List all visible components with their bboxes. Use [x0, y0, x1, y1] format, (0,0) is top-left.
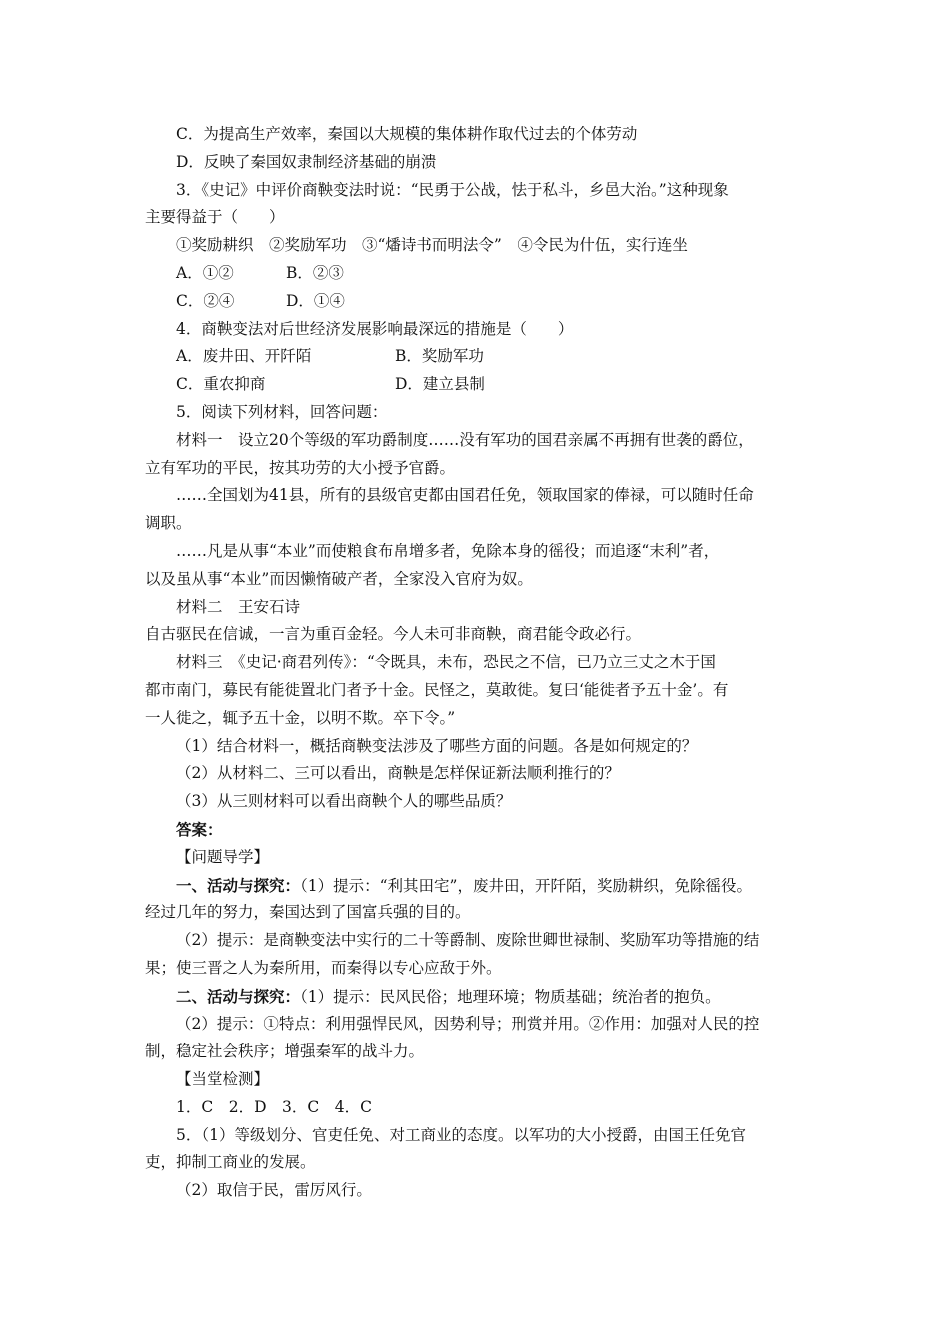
material-1-paragraph-1-cont: 立有军功的平民，按其功劳的大小授予官爵。 [145, 458, 456, 477]
answer-activity-2-part-2: （2）提示：①特点：利用强悍民风，因势利导；刑赏并用。②作用：加强对人民的控 [176, 1014, 760, 1033]
material-3-line-3: 一人徙之，辄予五十金，以明不欺。卒下令。” [145, 708, 456, 727]
guide-heading: 【问题导学】 [176, 847, 270, 866]
q4-option-b: B．奖励军功 [395, 347, 484, 366]
check-answer-q5-1-cont: 吏，抑制工商业的发展。 [145, 1153, 316, 1172]
answer-activity-1-part-2: （2）提示：是商鞅变法中实行的二十等爵制、废除世卿世禄制、奖励军功等措施的结 [176, 931, 760, 950]
material-1-paragraph-3: ……凡是从事“本业”而使粮食布帛增多者，免除本身的徭役；而追逐“末利”者， [176, 541, 720, 560]
material-1-paragraph-2: ……全国划为41县，所有的县级官吏都由国君任免，领取国家的俸禄，可以随时任命 [176, 486, 754, 505]
answer-activity-2 [145, 983, 815, 1011]
material-1-paragraph-1: 材料一 设立20个等级的军功爵制度……没有军功的国君亲属不再拥有世袭的爵位， [176, 430, 754, 449]
q5-subquestion-1: （1）结合材料一，概括商鞅变法涉及了哪些方面的问题。各是如何规定的？ [176, 736, 698, 755]
q3-stem-cont: 主要得益于（ ） [145, 208, 285, 227]
answer-activity-1-cont: 经过几年的努力，秦国达到了国富兵强的目的。 [145, 903, 471, 922]
check-answer-keys: 1．C 2．D 3．C 4．C [176, 1097, 372, 1116]
material-3-line-1: 材料三 《史记·商君列传》：“令既具，未布，恐民之不信，已乃立三丈之木于国 [176, 653, 716, 672]
answer-activity-1 [145, 872, 815, 900]
answer-activity-2-label: 二、活动与探究： [176, 986, 301, 1006]
q3-options-cd [145, 288, 815, 316]
answer-activity-1-part-2-cont: 果；使三晋之人为秦所用，而秦得以专心应敌于外。 [145, 958, 502, 977]
material-3-line-2: 都市南门，募民有能徙置北门者予十金。民怪之，莫敢徙。复曰‘能徙者予五十金’。有 [145, 680, 729, 699]
q3-stem: 3．《史记》中评价商鞅变法时说：“民勇于公战，怯于私斗，乡邑大治。”这种现象 [176, 180, 729, 199]
q2-option-c: C．为提高生产效率，秦国以大规模的集体耕作取代过去的个体劳动 [176, 125, 638, 143]
check-heading: 【当堂检测】 [176, 1070, 270, 1089]
check-answer-q5-1: 5．（1）等级划分、官吏任免、对工商业的态度。以军功的大小授爵，由国王任免官 [176, 1125, 746, 1144]
check-answer-q5-2: （2）取信于民，雷厉风行。 [176, 1181, 372, 1200]
q3-options-ab [145, 260, 815, 288]
answer-activity-1-label: 一、活动与探究： [176, 875, 301, 895]
material-2-title: 材料二 王安石诗 [176, 597, 301, 616]
q4-option-a: A．废井田、开阡陌 [176, 347, 312, 366]
q3-option-b: B．②③ [286, 263, 344, 282]
answer-activity-2-part-2-cont: 制，稳定社会秩序；增强秦军的战斗力。 [145, 1042, 425, 1061]
q4-options-cd [145, 371, 815, 399]
q4-options-ab [145, 343, 815, 371]
answer-activity-1-text: （1）提示：“利其田宅”，废井田，开阡陌，奖励耕织，免除徭役。 [300, 876, 752, 895]
material-1-paragraph-3-cont: 以及虽从事“本业”而因懒惰破产者，全家没入官府为奴。 [145, 569, 533, 588]
q4-option-c: C．重农抑商 [176, 375, 266, 394]
q4-stem: 4．商鞅变法对后世经济发展影响最深远的措施是（ ） [176, 319, 574, 338]
q5-subquestion-2: （2）从材料二、三可以看出，商鞅是怎样保证新法顺利推行的？ [176, 764, 620, 783]
q2-option-d: D．反映了秦国奴隶制经济基础的崩溃 [176, 152, 437, 171]
q5-subquestion-3: （3）从三则材料可以看出商鞅个人的哪些品质？ [176, 792, 512, 811]
q3-option-a: A．①② [176, 263, 234, 282]
q3-items: ①奖励耕织 ②奖励军功 ③“燔诗书而明法令” ④令民为什伍，实行连坐 [176, 236, 688, 255]
q3-option-d: D．①④ [286, 291, 345, 310]
document-content [145, 121, 815, 1205]
q4-option-d: D．建立县制 [395, 375, 485, 394]
material-2-poem: 自古驱民在信诚，一言为重百金轻。今人未可非商鞅，商君能令政必行。 [145, 625, 642, 644]
material-1-paragraph-2-cont: 调职。 [145, 514, 192, 533]
q5-stem: 5．阅读下列材料，回答问题： [176, 402, 388, 421]
q3-option-c: C．②④ [176, 291, 235, 310]
answer-activity-2-text: （1）提示：民风民俗；地理环境；物质基础；统治者的抱负。 [300, 987, 721, 1006]
answers-heading: 答案： [176, 819, 223, 839]
